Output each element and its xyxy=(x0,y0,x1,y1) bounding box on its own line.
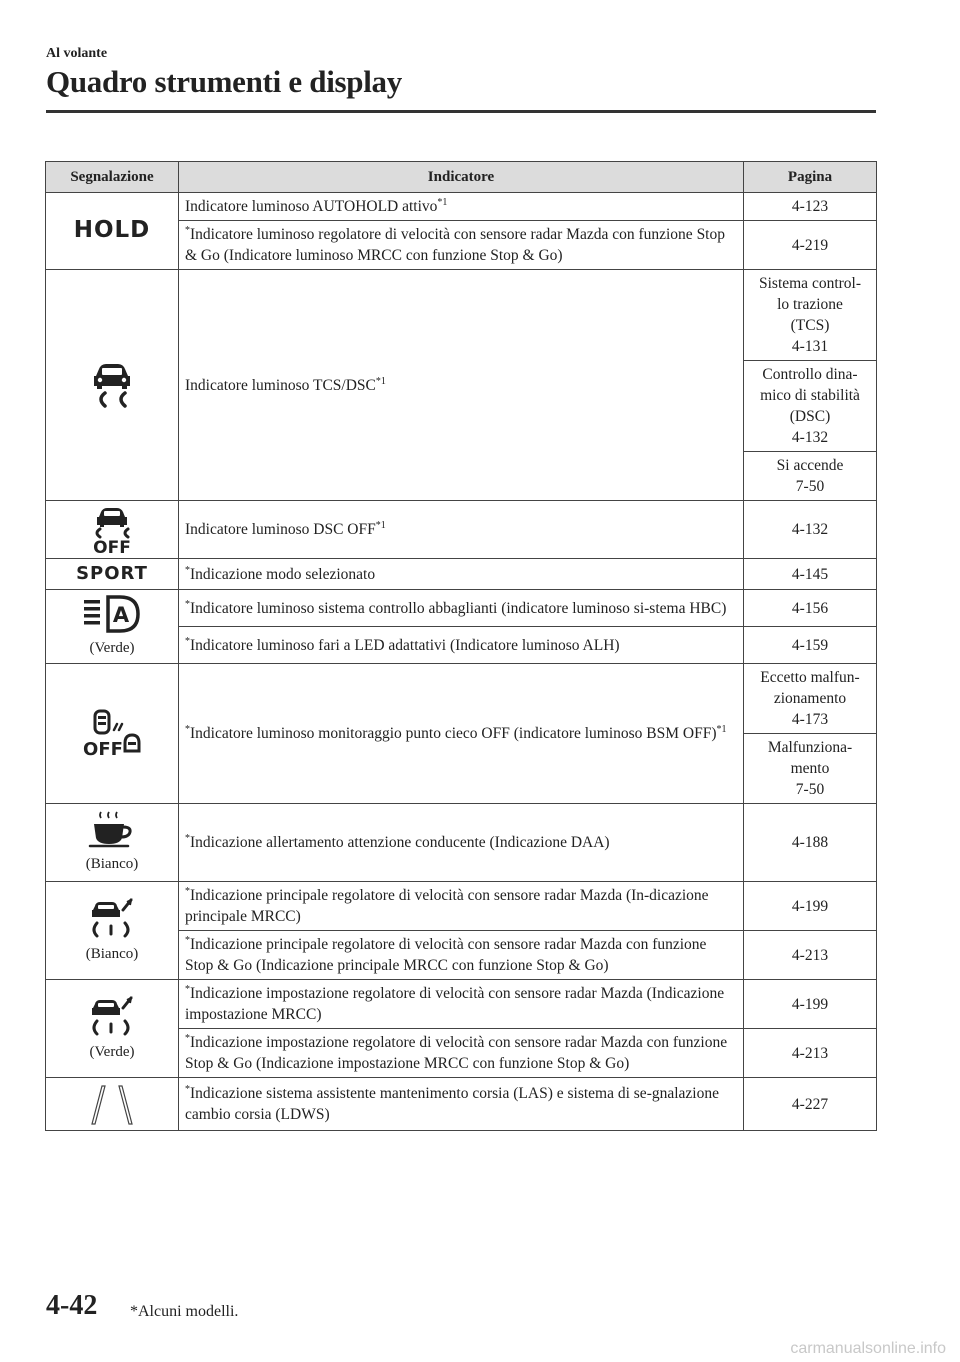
page-ref: 4-132 xyxy=(744,501,877,559)
page-ref: 4-227 xyxy=(744,1078,877,1131)
page-ref: 4-159 xyxy=(744,627,877,664)
indicator-text: *Indicazione impostazione regolatore di velocità con sensore radar Mazda con funzione Stop & Go (Indicazione impostazione MRCC con funzione Stop & Go) xyxy=(179,1029,744,1078)
footnote: *Alcuni modelli. xyxy=(130,1303,239,1320)
page-ref: 4-199 xyxy=(744,980,877,1029)
page-ref: Controllo dina- mico di stabilità (DSC) 4-132 xyxy=(744,361,877,452)
table-row xyxy=(46,1078,877,1131)
indicator-text: *Indicazione allertamento attenzione conducente (Indicazione DAA) xyxy=(179,804,744,882)
coffee-cup-icon: (Bianco) xyxy=(46,804,179,882)
svg-text:A: A xyxy=(112,603,130,627)
svg-text:OFF: OFF xyxy=(93,537,131,554)
indicator-text: *Indicazione principale regolatore di velocità con sensore radar Mazda (In-dicazione principale MRCC) xyxy=(179,882,744,931)
table-row xyxy=(46,193,877,221)
mrcc-main-icon: (Bianco) xyxy=(46,882,179,980)
page-ref: 4-213 xyxy=(744,931,877,980)
title-rule xyxy=(46,110,876,113)
page-ref: Malfunziona- mento 7-50 xyxy=(744,734,877,804)
auto-high-beam-icon: A (Verde) xyxy=(46,590,179,664)
indicator-text: *Indicazione sistema assistente mantenimento corsia (LAS) e sistema di se-gnalazione cambio corsia (LDWS) xyxy=(179,1078,744,1131)
table-header-row xyxy=(46,162,877,193)
lane-lines-icon xyxy=(46,1078,179,1131)
page-ref: Eccetto malfun- zionamento 4-173 xyxy=(744,664,877,734)
page-title: Quadro strumenti e display xyxy=(46,64,402,99)
page-ref: 4-213 xyxy=(744,1029,877,1078)
svg-text:OFF: OFF xyxy=(83,738,123,759)
page-ref: 4-199 xyxy=(744,882,877,931)
header-indicator: Indicatore xyxy=(179,162,744,193)
mrcc-set-icon: (Verde) xyxy=(46,980,179,1078)
table-row xyxy=(46,270,877,361)
table-row xyxy=(46,664,877,734)
page-number: 4-42 xyxy=(46,1290,98,1321)
indicator-table xyxy=(45,161,877,1131)
indicator-text: *Indicazione modo selezionato xyxy=(179,559,744,590)
page-ref: 4-156 xyxy=(744,590,877,627)
watermark: carmanualsonline.info xyxy=(790,1340,946,1357)
section-label: Al volante xyxy=(46,46,108,61)
table-row xyxy=(46,882,877,931)
page-ref: 4-123 xyxy=(744,193,877,221)
indicator-text: *Indicatore luminoso fari a LED adattativi (Indicatore luminoso ALH) xyxy=(179,627,744,664)
page-ref: Si accende 7-50 xyxy=(744,452,877,501)
bsm-off-icon xyxy=(46,664,179,804)
indicator-text: Indicatore luminoso AUTOHOLD attivo$^{*1}$ xyxy=(179,193,744,221)
indicator-text: *Indicatore luminoso sistema controllo abbaglianti (indicatore luminoso si-stema HBC) xyxy=(179,590,744,627)
sport-icon: SPORT xyxy=(46,559,179,590)
header-signal: Segnalazione xyxy=(46,162,179,193)
table-row xyxy=(46,590,877,627)
page-ref: 4-145 xyxy=(744,559,877,590)
hold-icon: HOLD xyxy=(46,193,179,270)
indicator-text: *Indicazione impostazione regolatore di velocità con sensore radar Mazda (Indicazione impostazione MRCC) xyxy=(179,980,744,1029)
indicator-text: *Indicatore luminoso monitoraggio punto cieco OFF (indicatore luminoso BSM OFF)$^{*1}$ xyxy=(179,664,744,804)
header-page: Pagina xyxy=(744,162,877,193)
page-ref: 4-188 xyxy=(744,804,877,882)
page-ref: 4-219 xyxy=(744,221,877,270)
tcs-dsc-icon xyxy=(46,270,179,501)
indicator-text: Indicatore luminoso TCS/DSC$^{*1}$ xyxy=(179,270,744,501)
dsc-off-icon xyxy=(46,501,179,559)
table-row xyxy=(46,501,877,559)
table-row xyxy=(46,804,877,882)
indicator-text: *Indicatore luminoso regolatore di velocità con sensore radar Mazda con funzione Stop & Go (Indicatore luminoso MRCC con funzione Stop & Go) xyxy=(179,221,744,270)
table-row xyxy=(46,980,877,1029)
indicator-text: Indicatore luminoso DSC OFF$^{*1}$ xyxy=(179,501,744,559)
indicator-text: *Indicazione principale regolatore di velocità con sensore radar Mazda con funzione Stop & Go (Indicazione principale MRCC con funzione Stop & Go) xyxy=(179,931,744,980)
page-ref: Sistema control- lo trazione (TCS) 4-131 xyxy=(744,270,877,361)
table-row xyxy=(46,559,877,590)
